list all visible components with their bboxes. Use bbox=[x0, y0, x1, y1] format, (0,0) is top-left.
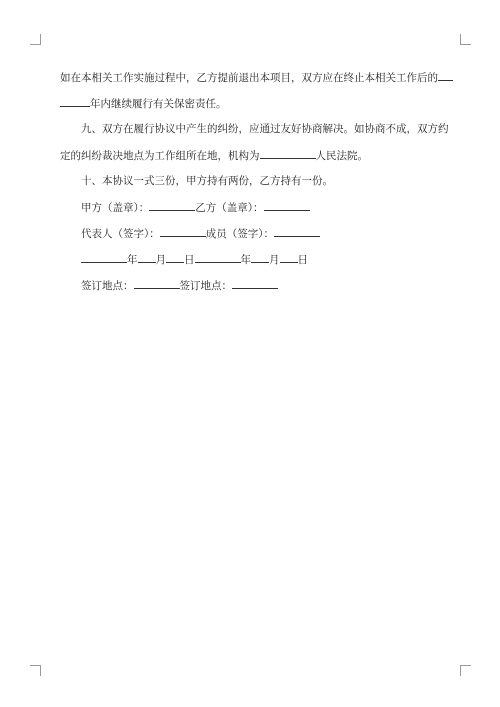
party-b-day-blank bbox=[280, 251, 298, 263]
copies-clause-text: 十、本协议一式三份，甲方持有两份，乙方持有一份。 bbox=[81, 175, 333, 187]
dispute-clause-text: 九、双方在履行协议中产生的纠纷，应通过友好协商解决。如协商不成，双方约 bbox=[81, 123, 449, 135]
party-a-seal-label: 甲方（盖章）： bbox=[81, 202, 150, 214]
crop-mark-bottom-left bbox=[30, 665, 41, 676]
member-signature-label: 成员（签字）： bbox=[205, 228, 274, 240]
confidentiality-years-text: 年内继续履行有关保密责任。 bbox=[90, 98, 227, 110]
day-label: 日 bbox=[184, 254, 195, 266]
court-blank bbox=[260, 147, 316, 159]
confidentiality-text: 如在本相关工作实施过程中，乙方提前退出本项目，双方应在终止本相关工作后的 bbox=[60, 72, 438, 84]
month-label: 月 bbox=[155, 254, 166, 266]
years-blank bbox=[60, 95, 90, 107]
signature-line-places bbox=[81, 277, 278, 293]
year-label: 年 bbox=[240, 254, 251, 266]
signature-line-seals bbox=[81, 199, 310, 215]
blank-field bbox=[438, 69, 453, 81]
paragraph-line-5 bbox=[81, 173, 333, 189]
representative-signature-blank bbox=[160, 225, 206, 237]
paragraph-line-1 bbox=[60, 69, 453, 85]
party-a-year-blank bbox=[81, 251, 127, 263]
month-label: 月 bbox=[269, 254, 280, 266]
party-b-place-blank bbox=[232, 277, 278, 289]
party-a-place-label: 签订地点： bbox=[81, 280, 134, 292]
crop-mark-top-right bbox=[460, 34, 471, 45]
day-label: 日 bbox=[297, 254, 308, 266]
member-signature-blank bbox=[274, 225, 320, 237]
signature-line-dates bbox=[81, 251, 308, 267]
signature-line-signatures bbox=[81, 225, 320, 241]
paragraph-line-3 bbox=[81, 121, 449, 137]
party-b-month-blank bbox=[251, 251, 269, 263]
party-b-seal-blank bbox=[264, 199, 310, 211]
arbitration-location-text: 定的纠纷裁决地点为工作组所在地，机构为 bbox=[60, 150, 260, 162]
party-b-year-blank bbox=[195, 251, 241, 263]
crop-mark-bottom-right bbox=[460, 665, 471, 676]
year-label: 年 bbox=[127, 254, 138, 266]
party-a-seal-blank bbox=[149, 199, 195, 211]
representative-signature-label: 代表人（签字）： bbox=[81, 228, 160, 240]
party-a-place-blank bbox=[134, 277, 180, 289]
paragraph-line-2 bbox=[60, 95, 227, 111]
crop-mark-top-left bbox=[30, 34, 41, 45]
party-b-place-label: 签订地点： bbox=[179, 280, 232, 292]
court-suffix-text: 人民法院。 bbox=[315, 150, 368, 162]
party-a-day-blank bbox=[166, 251, 184, 263]
party-b-seal-label: 乙方（盖章）： bbox=[195, 202, 264, 214]
paragraph-line-4 bbox=[60, 147, 368, 163]
party-a-month-blank bbox=[138, 251, 156, 263]
